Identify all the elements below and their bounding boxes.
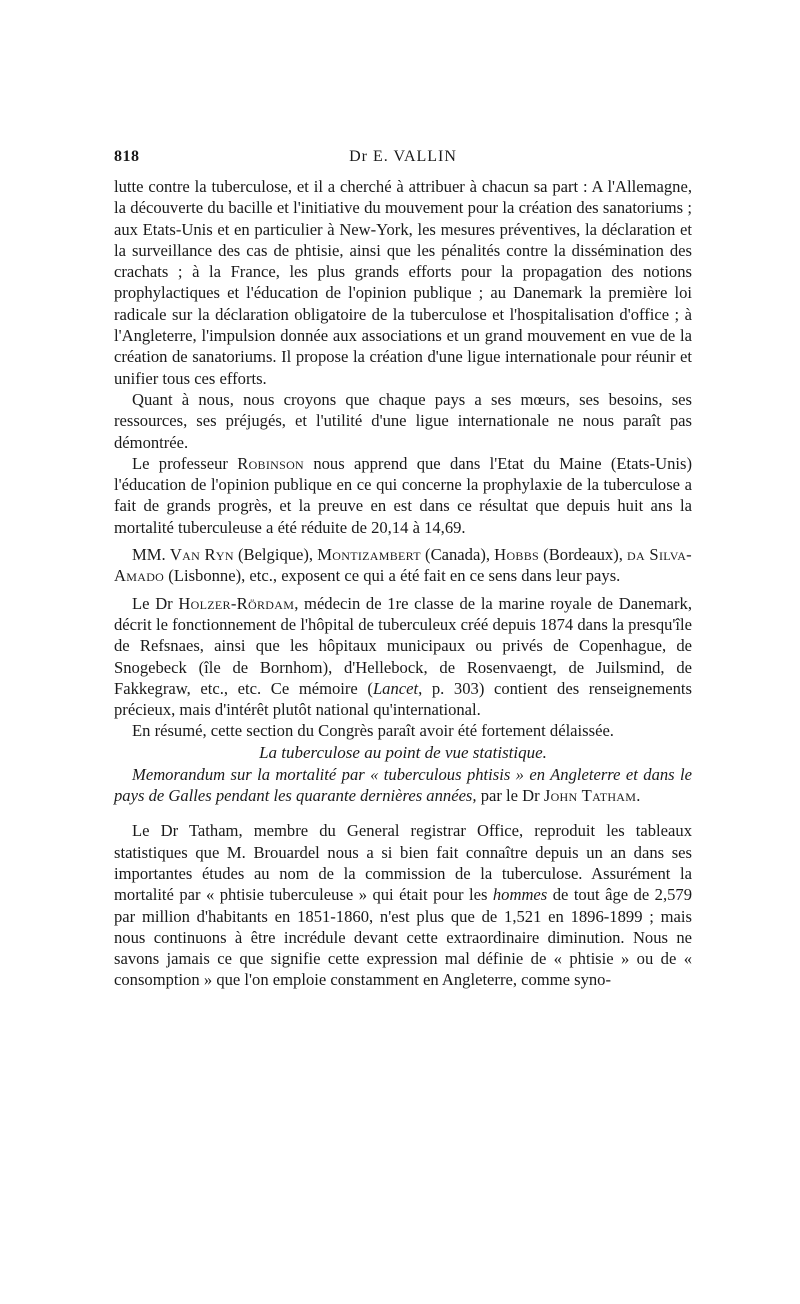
page [114, 0, 692, 991]
text-run: de tout âge de 2,579 par million d'habitants en 1851-1860, n'est plus que de 1,521 en 1896-1899 ; mais nous continuons à être incrédule devant cette extraordinaire diminution. Nous ne savons jamais ce que signifie cette expression mal définie de « phtisie » ou de « consomption » que l'on emploie constamment en Angleterre, comme syno- [114, 885, 692, 990]
text-run: (Belgique), [233, 545, 318, 565]
text-run: par le Dr [476, 786, 544, 806]
text-run: Le Dr Tatham, membre du General registrar Office, reproduit les tableaux statistiques que M. Brouardel nous a si bien fait connaître depuis un an dans ses importantes études au nom de la commission de la tuberculose. Assurément la mortalité par « phtisie tuberculeuse » qui était pour les [114, 821, 692, 905]
author-name-da-silva-amado: da Silva-Amado [114, 545, 693, 586]
paragraph-opinion: Quant à nous, nous croyons que chaque pays a ses mœurs, ses besoins, ses ressources, ses préjugés, et l'utilité d'une ligue internationale ne nous paraît pas démontrée. [114, 389, 692, 452]
text-run: Le professeur [132, 453, 238, 473]
author-name-montizambert: Montizambert [317, 545, 421, 565]
text-run: (Bordeaux), [539, 545, 628, 565]
author-name-van-ryn: Van Ryn [169, 545, 234, 565]
body-text [114, 176, 692, 991]
text-run: MM. [132, 545, 170, 565]
paragraph-contributors [114, 544, 692, 587]
text-run: , p. 303) contient des renseignements précieux, mais d'intérêt plutôt national qu'international. [114, 678, 692, 720]
text-run: (Lisbonne), etc., exposent ce qui a été fait en ce sens dans leur pays. [164, 566, 621, 586]
paragraph-robinson [114, 453, 692, 538]
text-run: , médecin de 1re classe de la marine royale de Danemark, décrit le fonctionnement de l'hôpital de tuberculeux créé depuis 1874 dans la presqu'île de Refsnaes, ainsi que les hôpitaux municipaux ou privés de Copenhague, de Snogebeck (île de Bornhom), d'Hellebock, de Rosenvaengt, de Juilsmind, de Fakkegraw, etc., etc. Ce mémoire ( [114, 593, 692, 698]
emphasis-hommes: hommes [492, 885, 548, 905]
text-run: (Canada), [420, 545, 495, 565]
journal-name-lancet: Lancet [372, 678, 419, 698]
author-name-john-tatham: John Tatham [543, 786, 637, 806]
paragraph-summary: En résumé, cette section du Congrès paraît avoir été fortement délaissée. [132, 721, 614, 741]
running-header [114, 146, 692, 168]
memorandum-citation [114, 764, 692, 807]
author-name-hobbs: Hobbs [494, 545, 540, 565]
text-run: nous apprend que dans l'Etat du Maine (Etats-Unis) l'éducation de l'opinion publique en ce qui concerne la prophylaxie de la tuberculose a fait de grands progrès, et la preuve en est dans ce résultat que depuis huit ans la mortalité tuberculeuse a été réduite de 20,14 à 14,69. [114, 453, 692, 537]
paragraph-holzer-rordam [114, 593, 692, 721]
text-run: . [636, 786, 641, 806]
running-title-author: Dr E. VALLIN [349, 148, 457, 165]
section-heading: La tuberculose au point de vue statistique. [259, 742, 547, 762]
memorandum-title: Memorandum sur la mortalité par « tuberculous phtisis » en Angleterre et dans le pays de Galles pendant les quarante dernières années, [114, 764, 692, 806]
text-run: Le Dr [132, 593, 179, 613]
paragraph-continuation: lutte contre la tuberculose, et il a cherché à attribuer à chacun sa part : A l'Allemagne, la découverte du bacille et l'initiative du mouvement pour la création des sanatoriums ; aux Etats-Unis et en particulier à New-York, les mesures préventives, la déclaration et la surveillance des cas de phtisie, ainsi que les pénalités contre la dissémination des crachats ; à la France, les plus grands efforts pour la propagation des notions prophylactiques et l'éducation de l'opinion publique ; au Danemark la première loi radicale sur la déclaration obligatoire de la tuberculose et l'hospitalisation d'office ; à l'Angleterre, l'impulsion donnée aux associations et un grand mouvement en vue de la création de sanatoriums. Il propose la création d'une ligue internationale pour réunir et unifier tous ces efforts. [114, 177, 692, 388]
page-number: 818 [114, 148, 140, 165]
paragraph-tatham [114, 820, 692, 990]
author-name-robinson: Robinson [237, 453, 305, 473]
author-name-holzer-rordam: Holzer-Rördam [178, 593, 295, 613]
